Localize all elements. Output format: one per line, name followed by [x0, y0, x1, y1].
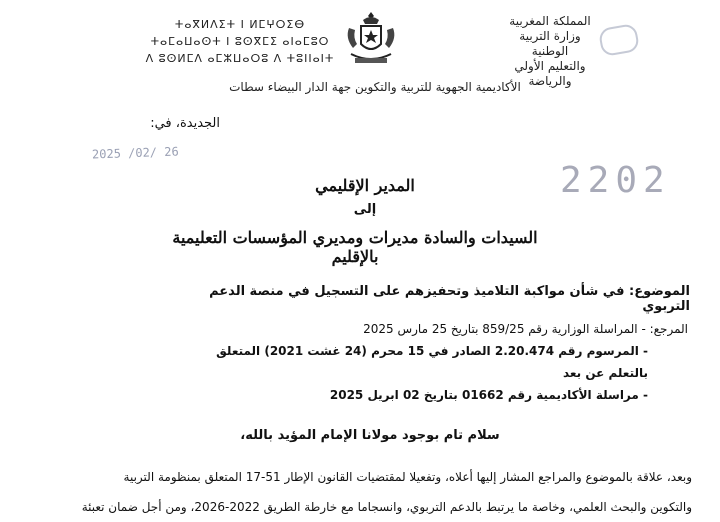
greeting-line: سلام تام بوجود مولانا الإمام المؤيد بالله،: [240, 428, 500, 443]
to-label: إلى: [353, 202, 377, 217]
coat-of-arms-icon: [343, 8, 399, 72]
body-line: والتكوين والبحث العلمي، وخاصة ما يرتبط بالدعم التربوي، وانسجاما مع خارطة الطريق 2022-2026، ومن أجل ضمان تعبئة: [81, 500, 692, 514]
sender-title: المدير الإقليمي: [315, 176, 415, 195]
academy-line: الأكاديمية الجهوية للتربية والتكوين جهة الدار البيضاء سطات: [229, 80, 521, 94]
tifinagh-line: ⵜⴰⴳⵍⴷⵉⵜ ⵏ ⵍⵎⵖⵔⵉⴱ: [174, 18, 306, 31]
references-block: [180, 318, 688, 406]
kingdom-label: المملكة المغربية: [509, 14, 591, 28]
ministry-label: وزارة التربية الوطنية: [519, 29, 581, 58]
arabic-header: [505, 14, 595, 89]
tifinagh-header: [140, 16, 340, 67]
ministry-label-2: والتعليم الأولي والرياضة: [514, 59, 586, 88]
tifinagh-line: ⴷ ⵓⵙⵍⵎⴷ ⴰⵎⵣⵡⴰⵔⵓ ⴷ ⵜⵓⵏⵏⴰⵏⵜ: [145, 52, 335, 65]
subject-line: الموضوع: في شأن مواكبة التلاميذ وتحفيزهم على التسجيل في منصة الدعم التربوي: [209, 284, 690, 314]
body-text: [8, 462, 692, 522]
tifinagh-line: ⵜⴰⵎⴰⵡⴰⵙⵜ ⵏ ⵓⵙⴳⵎⵉ ⴰⵏⴰⵎⵓⵔ: [150, 35, 330, 48]
body-line: وبعد، علاقة بالموضوع والمراجع المشار إليها أعلاه، وتفعيلا لمقتضيات القانون الإطار 51-17 المتعلق بمنظومة التربية: [123, 470, 692, 484]
date-stamp: 2025 /02/ 26: [91, 144, 179, 162]
reference-item: - المرسوم رقم 2.20.474 الصادر في 15 محرم (24 غشت 2021) المتعلق بالتعلم عن بعد: [216, 344, 648, 380]
reference-item: - مراسلة الأكاديمية رقم 01662 بتاريخ 02 ابريل 2025: [329, 388, 648, 402]
reference-item: المرجع: - المراسلة الوزارية رقم 859/25 بتاريخ 25 مارس 2025: [363, 322, 688, 336]
registration-number: 2202: [560, 160, 671, 201]
place-date-label: الجديدة، في:: [150, 116, 220, 131]
recipients-line: السيدات والسادة مديرات ومديري المؤسسات التعليمية بالإقليم: [172, 228, 538, 266]
faint-stamp: [598, 23, 640, 57]
